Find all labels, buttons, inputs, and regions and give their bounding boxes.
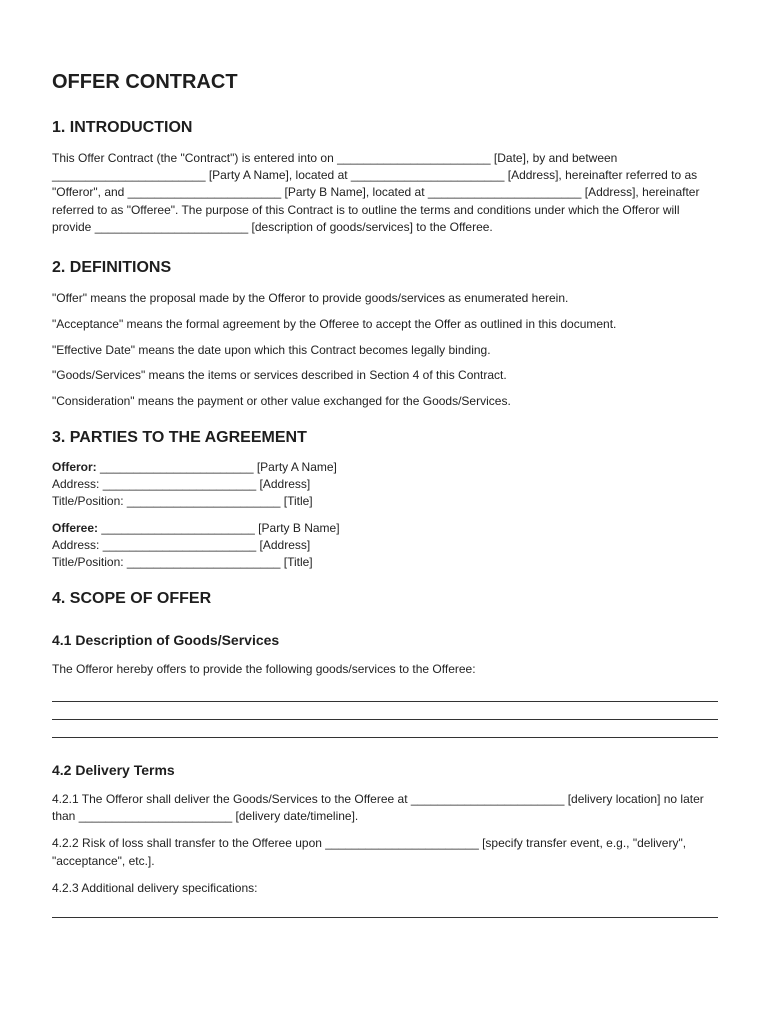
section-heading-scope: 4. SCOPE OF OFFER <box>52 590 212 608</box>
definition-goods-services: "Goods/Services" means the items or services described in Section 4 of this Contract. <box>52 368 507 383</box>
definition-offer: "Offer" means the proposal made by the Offeror to provide goods/services as enumerated herein. <box>52 291 569 306</box>
offeror-block <box>52 459 720 510</box>
offeror-name-line <box>52 459 720 476</box>
section-heading-definitions: 2. DEFINITIONS <box>52 259 172 277</box>
offeror-address-line: Address: _______________________ [Address] <box>52 477 311 492</box>
offeree-name-blank: _______________________ [Party B Name] <box>98 521 340 536</box>
definition-acceptance: "Acceptance" means the formal agreement by the Offeree to accept the Offer as outlined in this document. <box>52 316 617 331</box>
offeror-label: Offeror: <box>52 460 97 475</box>
blank-line <box>52 685 718 703</box>
description-blank-lines <box>52 685 720 738</box>
offeree-address-line: Address: _______________________ [Address] <box>52 538 311 553</box>
delivery-clause-1: 4.2.1 The Offeror shall deliver the Goods/Services to the Offeree at _______________________ [delivery location] no later than _______________________ [delivery date/timeline]. <box>52 792 704 824</box>
offeror-title-line: Title/Position: _______________________ [Title] <box>52 494 313 509</box>
offeror-name-blank: _______________________ [Party A Name] <box>96 460 337 475</box>
offeree-block <box>52 520 720 571</box>
offeree-label: Offeree: <box>52 521 99 536</box>
subsection-heading-description: 4.1 Description of Goods/Services <box>52 632 280 649</box>
blank-line <box>52 900 718 918</box>
document-body <box>52 70 720 918</box>
subsection-heading-delivery: 4.2 Delivery Terms <box>52 762 175 778</box>
offeree-name-line <box>52 520 720 537</box>
description-paragraph: The Offeror hereby offers to provide the following goods/services to the Offeree: <box>52 662 476 677</box>
introduction-paragraph: This Offer Contract (the "Contract") is entered into on _______________________ [Date], by and between _______________________ [Party A Name], located at _______________________ [Address], hereinafter referred to as "Offeror", and _______________________ [Party B Name], located at _______________________ [Address], hereinafter referred to as "Offeree". The purpose of this Contract is to outline the terms and conditions under which the Offeror will provide _______________________ [description of goods/services] to the Offeree. <box>52 151 700 234</box>
offeree-title-line: Title/Position: _______________________ [Title] <box>52 555 313 570</box>
section-heading-introduction: 1. INTRODUCTION <box>52 119 193 136</box>
delivery-clause-3: 4.2.3 Additional delivery specifications: <box>52 880 258 895</box>
definition-consideration: "Consideration" means the payment or other value exchanged for the Goods/Services. <box>52 394 511 409</box>
document-title: OFFER CONTRACT <box>52 71 238 93</box>
definition-effective-date: "Effective Date" means the date upon which this Contract becomes legally binding. <box>52 342 491 357</box>
section-heading-parties: 3. PARTIES TO THE AGREEMENT <box>52 429 307 447</box>
delivery-clause-2: 4.2.2 Risk of loss shall transfer to the Offeree upon _______________________ [specify transfer event, e.g., "delivery", "acceptance", etc.]. <box>52 836 687 868</box>
blank-line <box>52 702 718 720</box>
blank-line <box>52 720 718 738</box>
